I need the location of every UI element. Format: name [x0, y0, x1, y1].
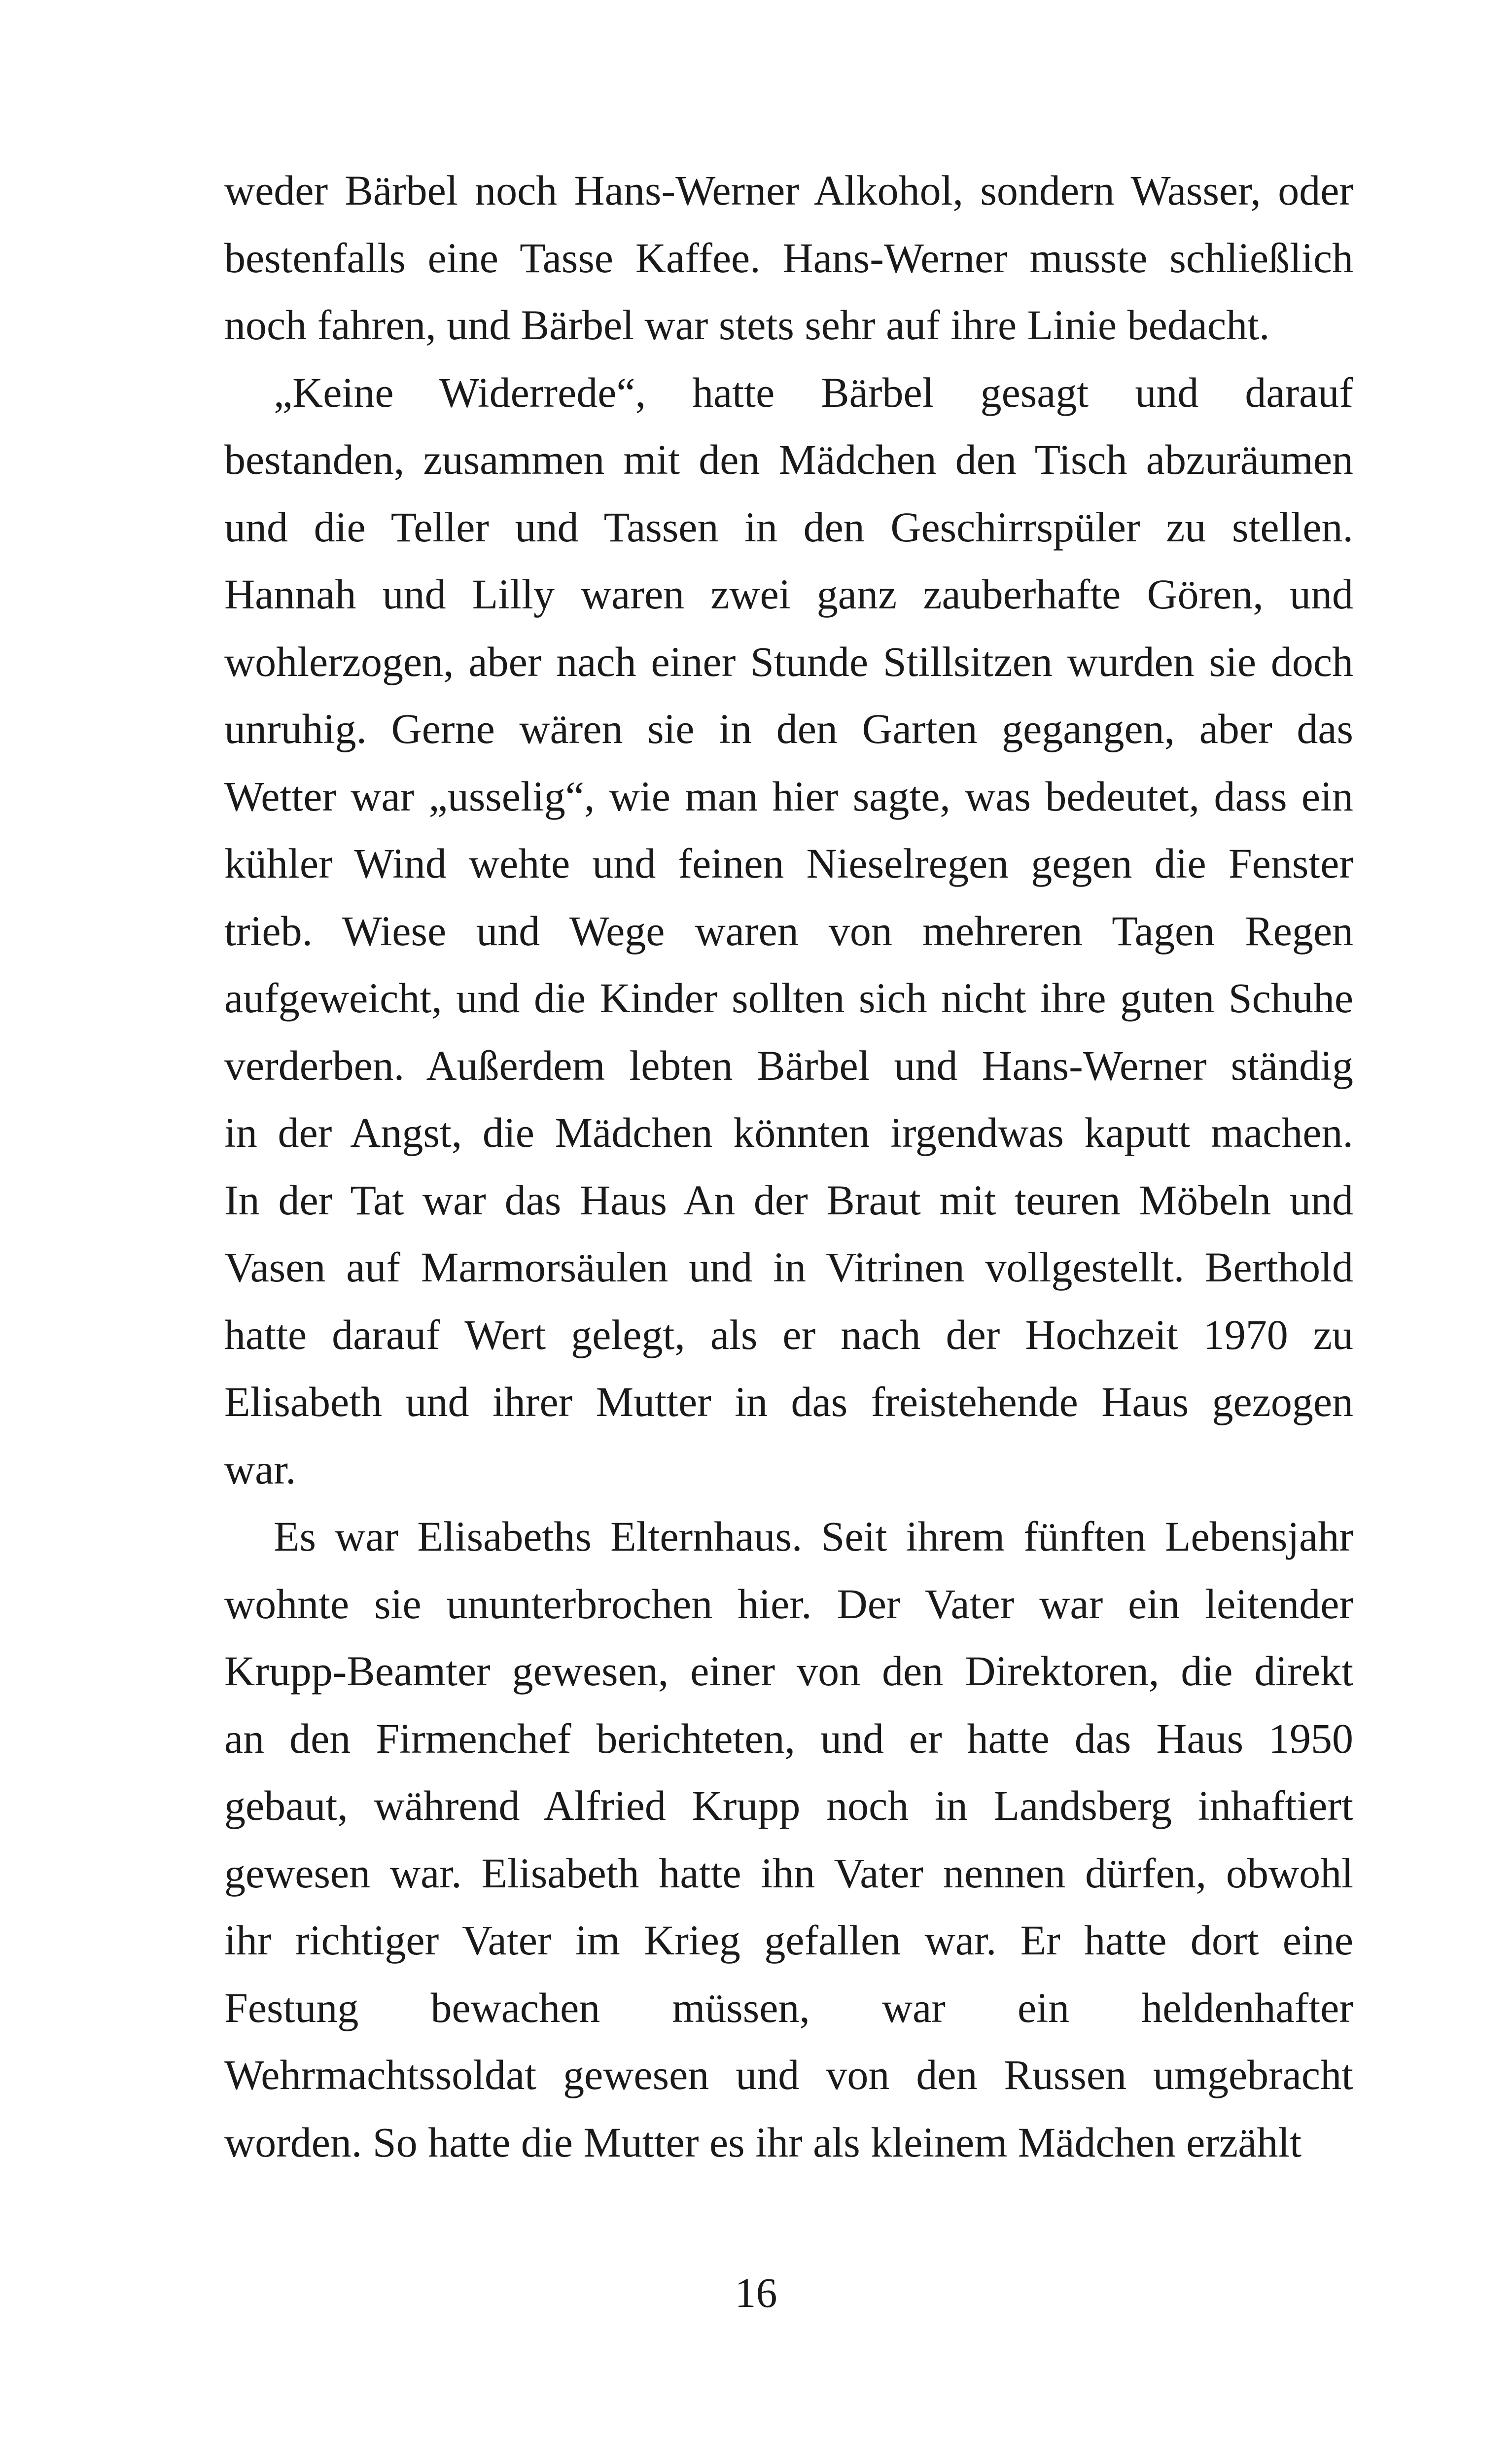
text-line: trieb. Wiese und Wege waren von mehreren Tagen Regen	[224, 907, 1353, 955]
text-line: in der Angst, die Mädchen könnten irgendwas kaputt machen.	[224, 1109, 1353, 1156]
text-line: war.	[224, 1445, 296, 1493]
text-line: unruhig. Gerne wären sie in den Garten gegangen, aber das	[224, 705, 1353, 752]
text-line: gewesen war. Elisabeth hatte ihn Vater nennen dürfen, obwohl	[224, 1849, 1353, 1897]
paragraph	[224, 157, 1353, 359]
paragraph	[224, 359, 1353, 1503]
text-line: verderben. Außerdem lebten Bärbel und Hans-Werner ständig	[224, 1041, 1353, 1089]
paragraph	[224, 1503, 1353, 2176]
text-line: Es war Elisabeths Elternhaus. Seit ihrem fünften Lebensjahr	[274, 1513, 1353, 1560]
text-line: gebaut, während Alfried Krupp noch in Landsberg inhaftiert	[224, 1782, 1353, 1829]
text-line: aufgeweicht, und die Kinder sollten sich nicht ihre guten Schuhe	[224, 974, 1353, 1022]
text-line: weder Bärbel noch Hans-Werner Alkohol, sondern Wasser, oder	[224, 167, 1353, 214]
text-line: Festung bewachen müssen, war ein heldenhafter	[224, 1984, 1353, 2031]
text-line: Vasen auf Marmorsäulen und in Vitrinen vollgestellt. Berthold	[224, 1243, 1353, 1291]
text-line: „Keine Widerrede“, hatte Bärbel gesagt und darauf	[274, 368, 1353, 416]
text-line: Krupp-Beamter gewesen, einer von den Direktoren, die direkt	[224, 1647, 1353, 1695]
text-line: wohlerzogen, aber nach einer Stunde Stillsitzen wurden sie doch	[224, 638, 1353, 685]
text-line: Elisabeth und ihrer Mutter in das freistehende Haus gezogen	[224, 1378, 1353, 1425]
page-number: 16	[735, 2269, 777, 2316]
text-line: hatte darauf Wert gelegt, als er nach der Hochzeit 1970 zu	[224, 1311, 1353, 1358]
text-line: kühler Wind wehte und feinen Nieselregen gegen die Fenster	[224, 840, 1353, 887]
text-line: Wehrmachtssoldat gewesen und von den Russen umgebracht	[224, 2051, 1353, 2098]
text-line: Wetter war „usselig“, wie man hier sagte, was bedeutet, dass ein	[224, 772, 1353, 820]
text-line: In der Tat war das Haus An der Braut mit teuren Möbeln und	[224, 1176, 1353, 1224]
text-line: wohnte sie ununterbrochen hier. Der Vater war ein leitender	[224, 1580, 1353, 1628]
text-line: Hannah und Lilly waren zwei ganz zauberhafte Gören, und	[224, 570, 1353, 618]
text-line: bestanden, zusammen mit den Mädchen den Tisch abzuräumen	[224, 436, 1353, 483]
text-line: ihr richtiger Vater im Krieg gefallen war. Er hatte dort eine	[224, 1916, 1353, 1964]
text-line: und die Teller und Tassen in den Geschirrspüler zu stellen.	[224, 503, 1353, 551]
body-text	[224, 157, 1353, 2176]
text-line: noch fahren, und Bärbel war stets sehr auf ihre Linie bedacht.	[224, 301, 1270, 349]
text-line: worden. So hatte die Mutter es ihr als kleinem Mädchen erzählt	[224, 2118, 1302, 2166]
text-line: bestenfalls eine Tasse Kaffee. Hans-Werner musste schließlich	[224, 234, 1353, 282]
text-line: an den Firmenchef berichteten, und er hatte das Haus 1950	[224, 1714, 1353, 1762]
